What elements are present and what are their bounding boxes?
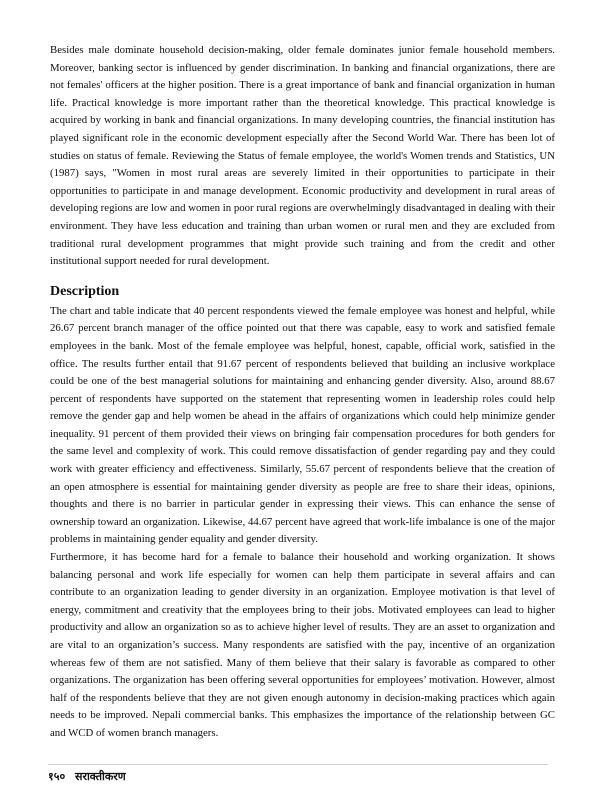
journal-name: सराक्तीकरण (75, 770, 126, 783)
document-body (50, 42, 555, 743)
paragraph-furthermore: Furthermore, it has become hard for a female to balance their household and working organization. It shows balancing personal and work life especially for women can help them participate in several affairs and can contribute to an organization leading to gender diversity in an organization. Employee motivation is that level of energy, commitment and creativity that the employees bring to their jobs. Motivated employees can lead to higher productivity and allow an organization so as to achieve higher level of results. They are an asset to organization and are vital to an organization’s success. Many respondents are satisfied with the pay, incentive of an organization whereas few of them are not satisfied. Many of them believe that their salary is favorable as compared to other organizations. The organization has been offering several opportunities for employees’ motivation. However, almost half of the respondents believe that they are not given enough autonomy in decision-making practices which again needs to be improved. Nepali commercial banks. This emphasizes the importance of the relationship between GC and WCD of women branch managers. (50, 551, 555, 739)
paragraph-intro: Besides male dominate household decision-making, older female dominates junior female household members. Moreover, banking sector is influenced by gender discrimination. In banking and financial organizations, there are not females' officers at the higher position. There is a great importance of bank and financial organization in human life. Practical knowledge is more important rather than the theoretical knowledge. This practical knowledge is acquired by working in bank and financial organizations. In many developing countries, the financial institution has played significant role in the economic development especially after the Second World War. There has been lot of studies on status of female. Reviewing the Status of female employee, the world's Women trends and Statistics, UN (1987) says, "Women in most rural areas are severely limited in their opportunities to participate in their opportunities to participate in and manage development. Economic productivity and development in rural areas of developing regions are low and women in poor rural regions are overwhelmingly disadvantaged in dealing with their environment. They have less education and training than urban women or rural men and they are excluded from traditional rural development programmes that might provide such training and from the credit and other institutional support needed for rural development. (50, 44, 555, 268)
page-footer (48, 769, 132, 784)
paragraph-description: The chart and table indicate that 40 percent respondents viewed the female employee was honest and helpful, while 26.67 percent branch manager of the office pointed out that there was capable, easy to work and satisfied female employees in the bank. Most of the female employee was helpful, honest, capable, official work, satisfied in the office. The results further entail that 91.67 percent of respondents believed that building an inclusive workplace could be one of the best managerial solutions for maintaining and enhancing gender diversity. Also, around 88.67 percent of respondents have supported on the statement that representing women in leadership roles could help remove the gender gap and help women be ahead in the affairs of organizations which could help minimize gender inequality. 91 percent of them provided their views on bringing fair compensation procedures for both genders for the same level and complexity of work. This could remove dissatisfaction of gender regarding pay and they could work with greater efficiency and effectiveness. Similarly, 55.67 percent of respondents believe that the creation of an open atmosphere is essential for maintaining gender diversity as people are free to share their ideas, opinions, thoughts and there is no barrier in particular gender in expressing their views. This can enhance the sense of ownership toward an organization. Likewise, 44.67 percent have agreed that work-life imbalance is one of the major problems in maintaining gender equality and gender diversity. (50, 304, 555, 546)
section-heading: Description (50, 283, 120, 299)
page-number: १५० (48, 770, 66, 783)
footer-divider (48, 764, 548, 765)
